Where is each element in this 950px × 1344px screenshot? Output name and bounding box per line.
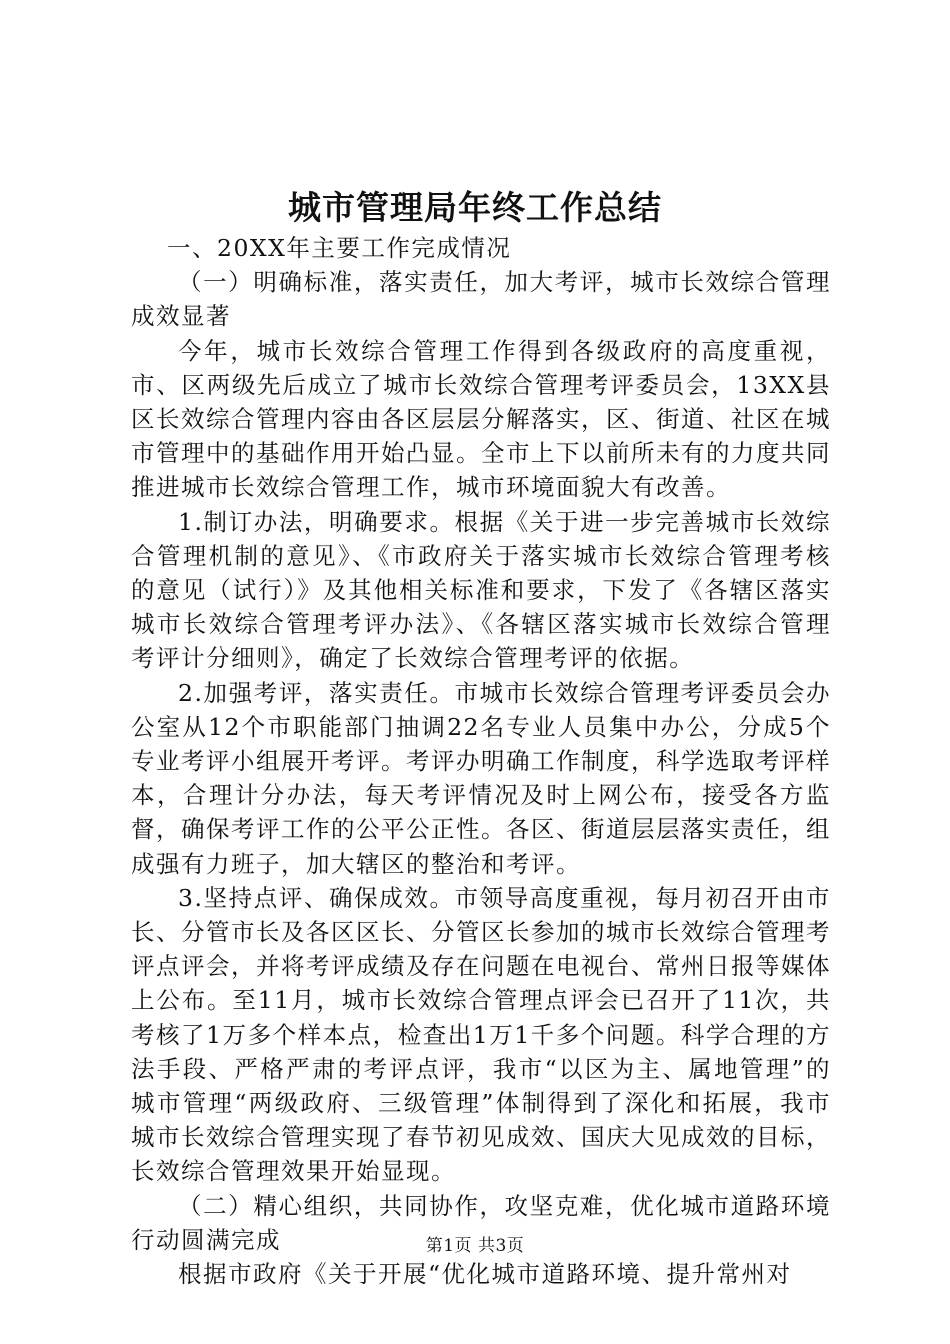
- subsection-heading-2: （二）精心组织，共同协作，攻坚克难，优化城市道路环境行动圆满完成: [131, 1191, 831, 1254]
- section-heading-1: 一、20XX年主要工作完成情况: [167, 234, 512, 262]
- body-paragraph-item-3: 3.坚持点评、确保成效。市领导高度重视，每月初召开由市长、分管市长及各区区长、分管区长参加的城市长效综合管理考评点评会，并将考评成绩及存在问题在电视台、常州日报等媒体上公布。至11月，城市长效综合管理点评会已召开了11次，共考核了1万多个样本点，检查出1万1千多个问题。科学合理的方法手段、严格严肃的考评点评，我市“以区为主、属地管理”的城市管理“两级政府、三级管理”体制得到了深化和拓展，我市城市长效综合管理实现了春节初见成效、国庆大见成效的目标，长效综合管理效果开始显现。: [131, 883, 831, 1186]
- body-paragraph-continued: 根据市政府《关于开展“优化城市道路环境、提升常州对: [178, 1260, 792, 1289]
- body-paragraph-item-1: 1.制订办法，明确要求。根据《关于进一步完善城市长效综合管理机制的意见》、《市政府关于落实城市长效综合管理考核的意见（试行）》及其他相关标准和要求，下发了《各辖区落实城市长效综合管理考评办法》、《各辖区落实城市长效综合管理考评计分细则》，确定了长效综合管理考评的依据。: [131, 507, 831, 673]
- document-title: 城市管理局年终工作总结: [288, 188, 662, 227]
- document-body: [131, 231, 831, 1291]
- page-number-footer: 第1页 共3页: [425, 1236, 525, 1256]
- subsection-heading-1: （一）明确标准，落实责任，加大考评，城市长效综合管理成效显著: [131, 268, 831, 331]
- body-paragraph-item-2: 2.加强考评，落实责任。市城市长效综合管理考评委员会办公室从12个市职能部门抽调22名专业人员集中办公，分成5个专业考评小组展开考评。考评办明确工作制度，科学选取考评样本，合理计分办法，每天考评情况及时上网公布，接受各方监督，确保考评工作的公平公正性。各区、街道层层落实责任，组成强有力班子，加大辖区的整治和考评。: [131, 678, 831, 878]
- body-paragraph-intro: 今年，城市长效综合管理工作得到各级政府的高度重视，市、区两级先后成立了城市长效综合管理考评委员会，13XX县区长效综合管理内容由各区层层分解落实，区、街道、社区在城市管理中的基础作用开始凸显。全市上下以前所未有的力度共同推进城市长效综合管理工作，城市环境面貌大有改善。: [131, 336, 831, 502]
